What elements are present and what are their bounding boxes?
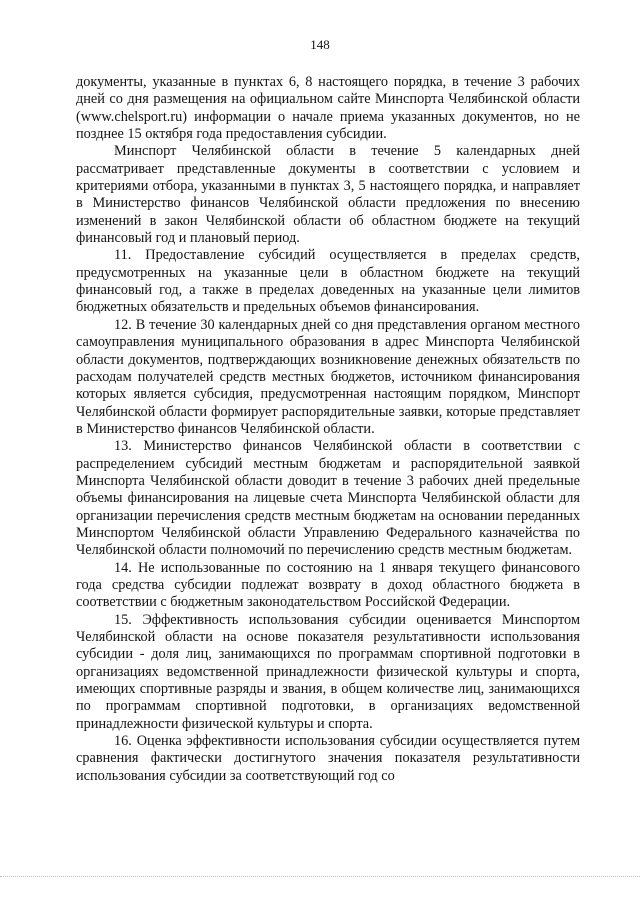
document-body (76, 74, 580, 785)
paragraph-11: 11. Предоставление субсидий осуществляется в пределах средств, предусмотренных на указанные цели в областном бюджете на текущий финансовый год, а также в пределах доведенных на указанные цели лимитов бюджетных обязательств и предельных объемов финансирования. (76, 247, 580, 316)
paragraph-16: 16. Оценка эффективности использования субсидии осуществляется путем сравнения фактически достигнутого значения показателя результативности использования субсидии за соответствующий год со (76, 733, 580, 784)
paragraph-14: 14. Не использованные по состоянию на 1 января текущего финансового года средства субсидии подлежат возврату в доход областного бюджета в соответствии с бюджетным законодательством Российской Федерации. (76, 559, 580, 611)
paragraph-minsport-review: Минспорт Челябинской области в течение 5 календарных дней рассматривает представленные документы в соответствии с условием и критериями отбора, указанными в пунктах 3, 5 настоящего порядка, и направляет в Министерство финансов Челябинской области предложения по внесению изменений в закон Челябинской области об областном бюджете на текущий финансовый год и плановый период. (76, 143, 580, 247)
paragraph-continuation: документы, указанные в пунктах 6, 8 настоящего порядка, в течение 3 рабочих дней со дня размещения на официальном сайте Минспорта Челябинской области (www.chelsport.ru) информации о начале приема указанных документов, но не позднее 15 октября года предоставления субсидии. (76, 74, 580, 143)
paragraph-12: 12. В течение 30 календарных дней со дня представления органом местного самоуправления муниципального образования в адрес Минспорта Челябинской области документов, подтверждающих возникновение денежных обязательств по расходам получателей средств местных бюджетов, источником финансирования которых является субсидия, предусмотренная настоящим порядком, Минспорт Челябинской области формирует распорядительные заявки, которые представляет в Министерство финансов Челябинской области. (76, 316, 580, 437)
scan-bottom-edge (0, 876, 640, 877)
paragraph-13: 13. Министерство финансов Челябинской области в соответствии с распределением субсидий местным бюджетам и распорядительной заявкой Минспорта Челябинской области доводит в течение 3 рабочих дней предельные объемы финансирования на лицевые счета Минспорта Челябинской области для организации перечисления средств местным бюджетам на основании переданных Минспортом Челябинской области Управлению Федерального казначейства по Челябинской области полномочий по перечислению средств местным бюджетам. (76, 438, 580, 559)
paragraph-15: 15. Эффективность использования субсидии оценивается Минспортом Челябинской области на основе показателя результативности использования субсидии - доля лиц, занимающихся по программам спортивной подготовки в организациях ведомственной принадлежности физической культуры и спорта, имеющих спортивные разряды и звания, в общем количестве лиц, занимающихся по программам спортивной подготовки, в организациях ведомственной принадлежности физической культуры и спорта. (76, 611, 580, 732)
page-number: 148 (310, 37, 330, 52)
